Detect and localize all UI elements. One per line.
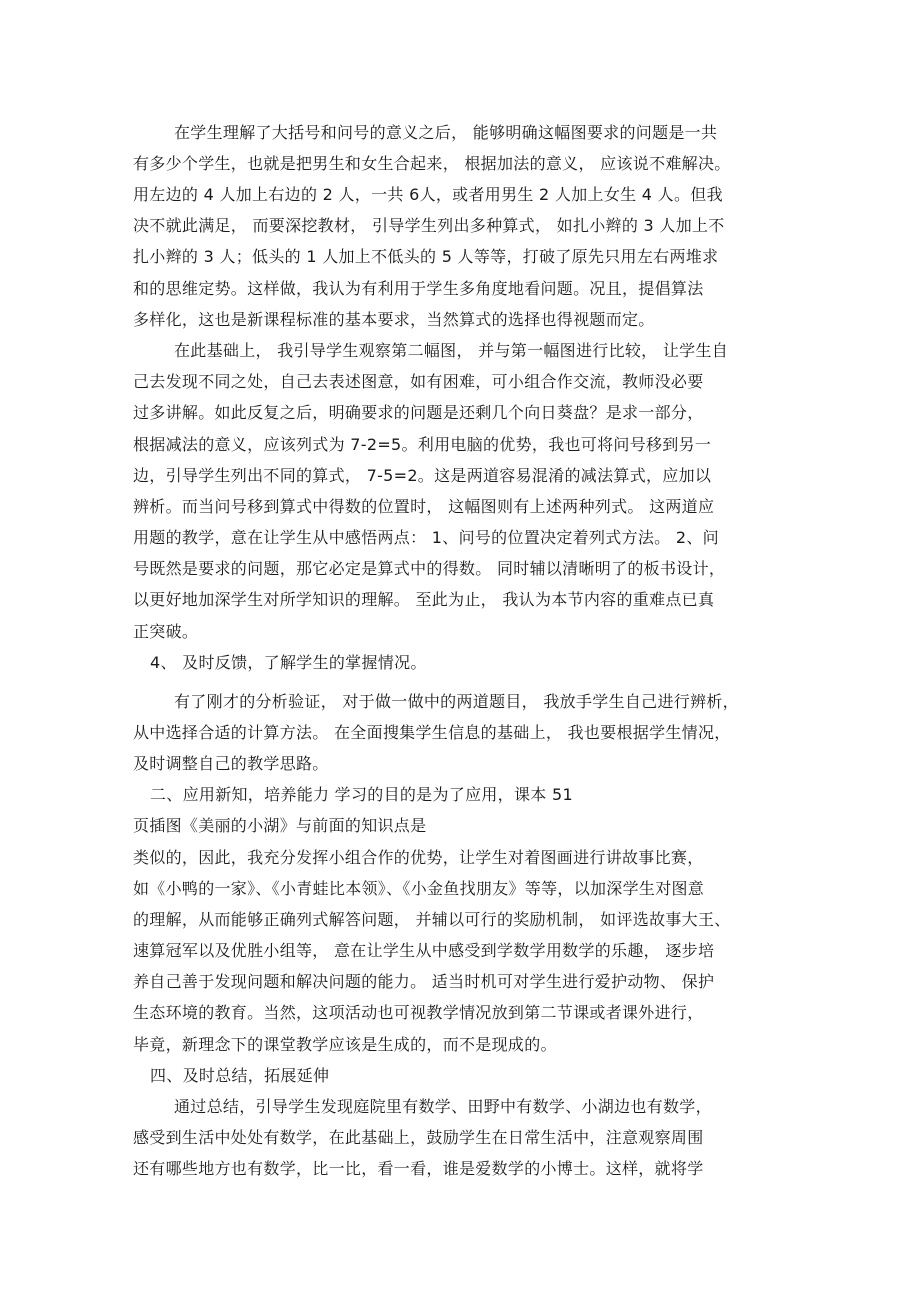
paragraph-3-line-3: 及时调整自己的教学思路。 bbox=[133, 754, 329, 773]
paragraph-1-line-7: 多样化，这也是新课程标准的基本要求，当然算式的选择也得视题而定。 bbox=[133, 310, 655, 329]
paragraph-3-line-1: 有了刚才的分析验证， 对于做一做中的两道题目， 我放手学生自己进行辨析， bbox=[174, 692, 739, 711]
paragraph-2-line-9: 以更好地加深学生对所学知识的理解。 至此为止， 我认为本节内容的重难点已真 bbox=[133, 590, 715, 609]
paragraph-1-line-5: 扎小辫的 3 人；低头的 1 人加上不低头的 5 人等等，打破了原先只用左右两堆求 bbox=[133, 247, 719, 266]
paragraph-1-line-6: 和的思维定势。这样做，我认为有利用于学生多角度地看问题。况且，提倡算法 bbox=[133, 279, 704, 298]
section-heading-apply: 二、应用新知，培养能力 学习的目的是为了应用，课本 51 bbox=[150, 785, 573, 804]
paragraph-4-line-3: 如《小鸭的一家》、《小青蛙比本领》、《小金鱼找朋友》等等，以加深学生对图意 bbox=[133, 879, 705, 898]
paragraph-4-line-2: 类似的，因此，我充分发挥小组合作的优势，让学生对着图画进行讲故事比赛， bbox=[133, 848, 704, 867]
paragraph-4-line-4: 的理解，从而能够正确列式解答问题， 并辅以可行的奖励机制， 如评选故事大王、 bbox=[133, 910, 731, 929]
paragraph-1-line-4: 决不就此满足， 而要深挖教材， 引导学生列出多种算式， 如扎小辫的 3 人加上不 bbox=[133, 216, 725, 235]
paragraph-5-line-1: 通过总结，引导学生发现庭院里有数学、田野中有数学、小湖边也有数学， bbox=[174, 1097, 712, 1116]
paragraph-2-line-8: 号既然是要求的问题，那它必定是算式中的得数。 同时辅以清晰明了的板书设计， bbox=[133, 559, 726, 578]
section-heading-feedback: 4、 及时反馈，了解学生的掌握情况。 bbox=[150, 653, 427, 672]
paragraph-4-line-7: 生态环境的教育。当然，这项活动也可视教学情况放到第二节课或者课外进行， bbox=[133, 1003, 704, 1022]
paragraph-1-line-3: 用左边的 4 人加上右边的 2 人，一共 6人，或者用男生 2 人加上女生 4 人。但我 bbox=[133, 185, 723, 204]
paragraph-5-line-2: 感受到生活中处处有数学，在此基础上，鼓励学生在日常生活中，注意观察周围 bbox=[133, 1128, 704, 1147]
paragraph-2-line-3: 过多讲解。如此反复之后，明确要求的问题是还剩几个向日葵盘？是求一部分， bbox=[133, 403, 704, 422]
paragraph-2-line-1: 在此基础上， 我引导学生观察第二幅图， 并与第一幅图进行比较， 让学生自 bbox=[174, 341, 729, 360]
paragraph-2-line-7: 用题的教学，意在让学生从中感悟两点： 1、问号的位置决定着列式方法。 2、问 bbox=[133, 528, 719, 547]
paragraph-2-line-4: 根据减法的意义，应该列式为 7-2=5。利用电脑的优势，我也可将问号移到另一 bbox=[133, 435, 712, 454]
paragraph-2-line-2: 己去发现不同之处，自己去表述图意，如有困难，可小组合作交流，教师没必要 bbox=[133, 372, 704, 391]
paragraph-4-line-8: 毕竟，新理念下的课堂教学应该是生成的，而不是现成的。 bbox=[133, 1035, 557, 1054]
section-heading-summary: 四、及时总结，拓展延伸 bbox=[150, 1066, 330, 1085]
paragraph-1-line-2: 有多少个学生，也就是把男生和女生合起来， 根据加法的意义， 应该说不难解决。 bbox=[133, 154, 731, 173]
paragraph-4-line-5: 速算冠军以及优胜小组等， 意在让学生从中感受到学数学用数学的乐趣， 逐步培 bbox=[133, 941, 715, 960]
paragraph-2-line-6: 辨析。而当问号移到算式中得数的位置时， 这幅图则有上述两种列式。 这两道应 bbox=[133, 497, 715, 516]
paragraph-1-line-1: 在学生理解了大括号和问号的意义之后， 能够明确这幅图要求的问题是一共 bbox=[174, 123, 718, 142]
paragraph-4-line-6: 养自己善于发现问题和解决问题的能力。 适当时机可对学生进行爱护动物、 保护 bbox=[133, 972, 715, 991]
paragraph-4-line-1: 页插图《美丽的小湖》与前面的知识点是 bbox=[133, 816, 427, 835]
paragraph-5-line-3: 还有哪些地方也有数学，比一比，看一看，谁是爱数学的小博士。这样，就将学 bbox=[133, 1159, 704, 1178]
paragraph-2-line-10: 正突破。 bbox=[133, 622, 199, 641]
paragraph-2-line-5: 边，引导学生列出不同的算式， 7-5=2。这是两道容易混淆的减法算式，应加以 bbox=[133, 466, 712, 485]
paragraph-3-line-2: 从中选择合适的计算方法。 在全面搜集学生信息的基础上， 我也要根据学生情况， bbox=[133, 723, 731, 742]
